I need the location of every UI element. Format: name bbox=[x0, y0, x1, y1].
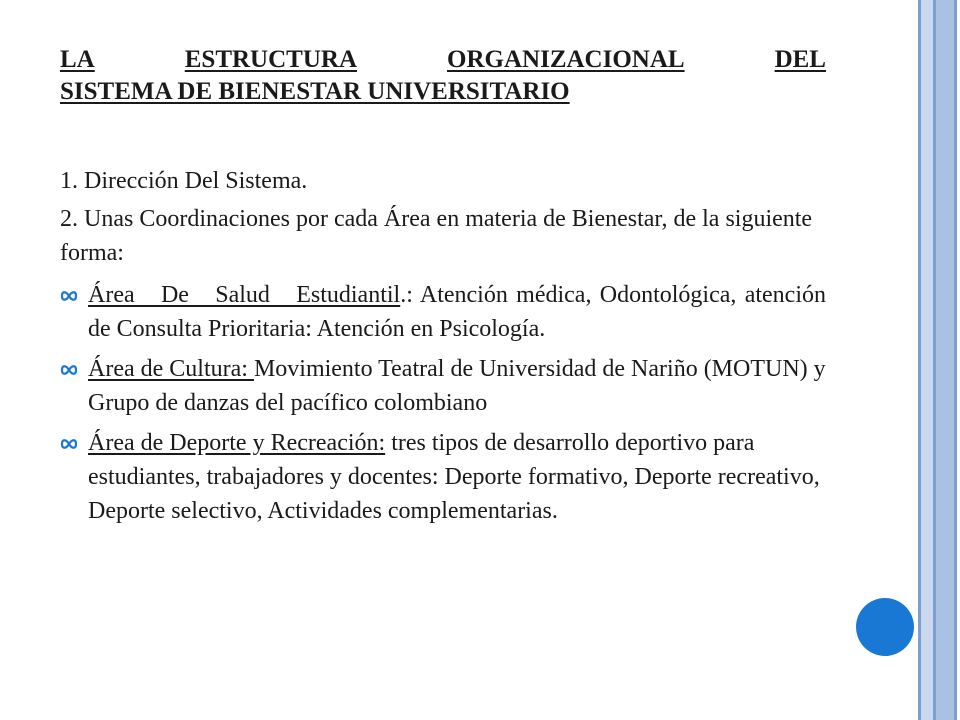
infinity-bullet-icon bbox=[60, 362, 78, 378]
title-word: LA bbox=[60, 46, 95, 73]
bullet-cultura-text: Movimiento Teatral de Universidad de Nariño (MOTUN) y Grupo de danzas del pacífico colombiano bbox=[88, 356, 826, 416]
title-line-2-text: SISTEMA DE BIENESTAR UNIVERSITARIO bbox=[60, 78, 570, 105]
title-word: ORGANIZACIONAL bbox=[447, 46, 685, 73]
content-body bbox=[60, 164, 826, 534]
band-fill-light bbox=[921, 0, 933, 720]
bullet-cultura-heading: Área de Cultura: bbox=[88, 356, 254, 382]
infinity-bullet-icon bbox=[60, 288, 78, 304]
title-line-2 bbox=[60, 76, 826, 108]
page-title bbox=[60, 44, 826, 108]
blue-circle-icon bbox=[856, 598, 914, 656]
title-word: ESTRUCTURA bbox=[184, 46, 358, 73]
bullet-deporte-text: tres tipos de desarrollo deportivo para estudiantes, trabajadores y docentes: Deporte formativo, Deporte recreativo, Deporte selectivo, Actividades complementarias. bbox=[88, 430, 820, 524]
paragraph-direccion: 1. Dirección Del Sistema. bbox=[60, 168, 308, 194]
title-line-1 bbox=[60, 44, 826, 76]
title-word: DEL bbox=[774, 46, 826, 73]
bullet-deporte-heading: Área de Deporte y Recreación: bbox=[88, 430, 386, 456]
paragraph-coordinaciones: 2. Unas Coordinaciones por cada Área en materia de Bienestar, de la siguiente forma: bbox=[60, 206, 813, 266]
bullet-salud bbox=[60, 278, 826, 346]
band-fill-mid bbox=[936, 0, 954, 720]
bullet-salud-heading: Área De Salud Estudiantil bbox=[88, 282, 401, 308]
bullet-salud-text: .: Atención médica, Odontológica, atención de Consulta Prioritaria: Atención en Psicología. bbox=[88, 282, 827, 342]
infinity-bullet-icon bbox=[60, 436, 78, 452]
bullet-cultura bbox=[60, 352, 826, 420]
band-border-right bbox=[954, 0, 957, 720]
bullet-deporte bbox=[60, 426, 826, 528]
